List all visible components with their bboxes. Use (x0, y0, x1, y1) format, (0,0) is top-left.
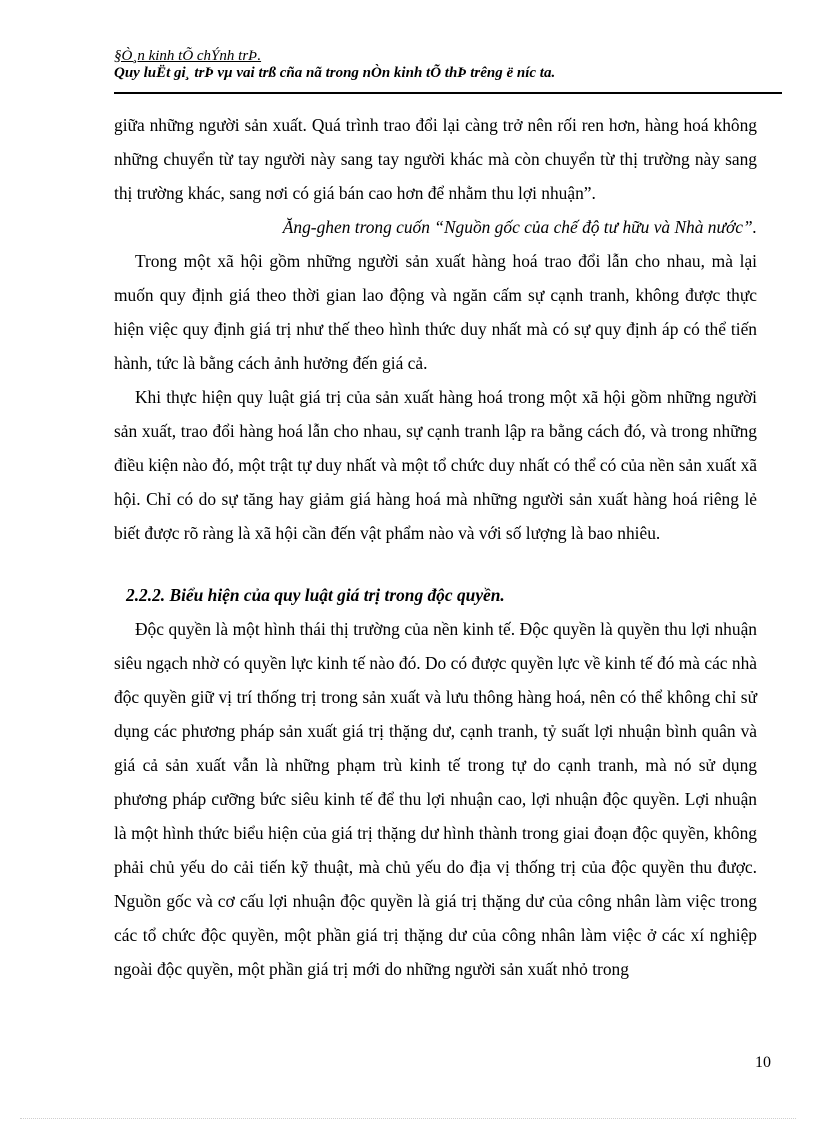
quote-source: Ăng-ghen trong cuốn “Nguồn gốc của chế độ tư hữu và Nhà nước”. (282, 217, 757, 237)
paragraph: Trong một xã hội gồm những người sản xuất hàng hoá trao đổi lẫn cho nhau, mà lại muốn quy định giá theo thời gian lao động và ngăn cấm sự cạnh tranh, không được thực hiện việc quy định giá trị như thế theo hình thức duy nhất mà có sự quy định áp có thể tiến hành, tức là bằng cách ảnh hưởng đến giá cả. (114, 251, 757, 373)
paragraph: Độc quyền là một hình thái thị trường của nền kinh tế. Độc quyền là quyền thu lợi nhuận siêu ngạch nhờ có quyền lực kinh tế nào đó. Do có được quyền lực về kinh tế đó mà các nhà độc quyền giữ vị trí thống trị trong sản xuất và lưu thông hàng hoá, nên có thể không chỉ sử dụng các phương pháp sản xuất giá trị thặng dư, cạnh tranh, tỷ suất lợi nhuận bình quân và giá cả sản xuất vẫn là những phạm trù kinh tế trong tự do cạnh tranh, mà nó sử dụng phương pháp cưỡng bức siêu kinh tế để thu lợi nhuận cao, lợi nhuận độc quyền. Lợi nhuận là một hình thức biểu hiện của giá trị thặng dư hình thành trong giai đoạn độc quyền, không phải chủ yếu do cải tiến kỹ thuật, mà chủ yếu do địa vị thống trị của độc quyền thu được. Nguồn gốc và cơ cấu lợi nhuận độc quyền là giá trị thặng dư của công nhân làm việc trong các tổ chức độc quyền, một phần giá trị thặng dư của công nhân làm việc ở các xí nghiệp ngoài độc quyền, một phần giá trị mới do những người sản xuất nhỏ trong (114, 619, 757, 979)
paragraph: Khi thực hiện quy luật giá trị của sản xuất hàng hoá trong một xã hội gồm những người sản xuất, trao đổi hàng hoá lẫn cho nhau, sự cạnh tranh lập ra bằng cách đó, và trong những điều kiện nào đó, một trật tự duy nhất và một tổ chức duy nhất có thể có của nền sản xuất xã hội. Chỉ có do sự tăng hay giảm giá hàng hoá mà những người sản xuất hàng hoá riêng lẻ biết được rõ ràng là xã hội cần đến vật phẩm nào và với số lượng là bao nhiêu. (114, 387, 757, 543)
paragraph-continuation: giữa những người sản xuất. Quá trình trao đổi lại càng trở nên rối ren hơn, hàng hoá không những chuyển từ tay người này sang tay người khác mà còn chuyển từ thị trường này sang thị trường khác, sang nơi có giá bán cao hơn để nhằm thu lợi nhuận”. (114, 115, 757, 203)
running-header (114, 48, 782, 82)
header-subtitle: Quy luËt gi¸ trÞ vµ vai trß cña nã trong nÒn kinh tÕ thÞ trêng ë níc ta. (114, 65, 556, 81)
section-heading: 2.2.2. Biểu hiện của quy luật giá trị trong độc quyền. (126, 585, 505, 605)
page-number: 10 (755, 1054, 771, 1071)
header-divider (114, 92, 782, 94)
spacer (114, 550, 757, 578)
page-bottom-border (20, 1118, 796, 1119)
document-body (114, 108, 757, 986)
header-title: §Ò¸n kinh tÕ chÝnh trÞ. (114, 48, 262, 64)
